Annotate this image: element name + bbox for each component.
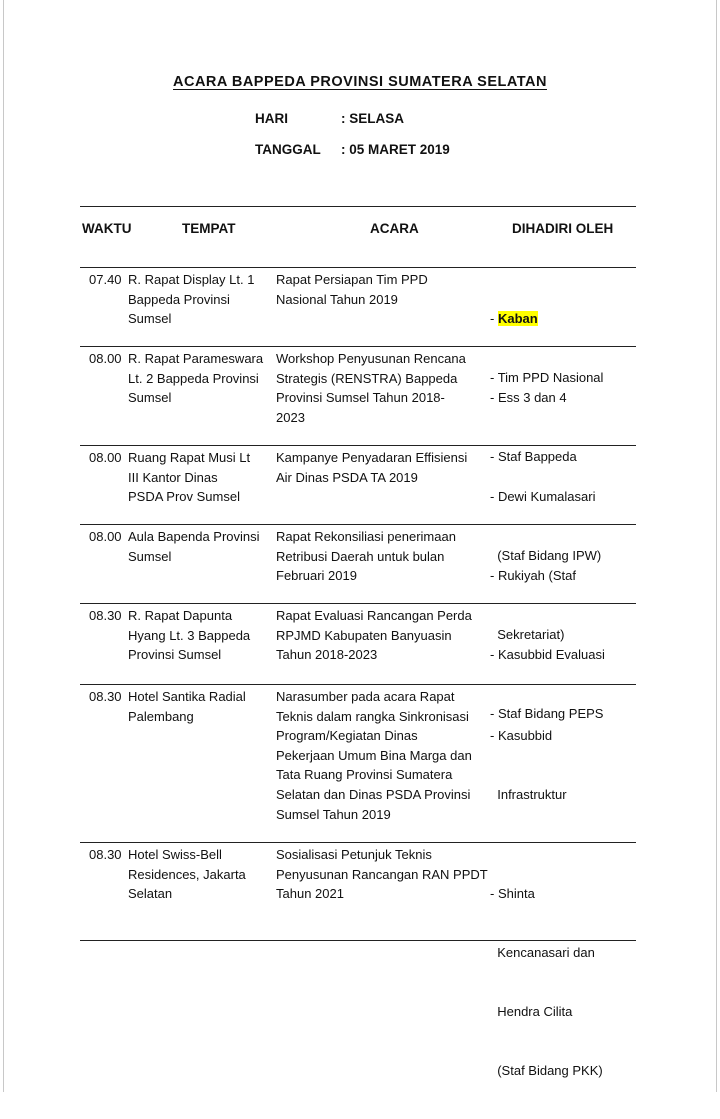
row-time: 08.00 xyxy=(89,529,122,544)
row-event: Narasumber pada acara Rapat Teknis dalam rangka Sinkronisasi Program/Kegiatan Dinas Pekerjaan Umum Bina Marga dan Tata Ruang Provinsi Sumatera Selatan dan Dinas PSDA Provinsi Sumsel Tahun 2019 xyxy=(276,689,472,822)
row-place: Hotel Swiss-Bell Residences, Jakarta Selatan xyxy=(128,847,246,902)
table-row xyxy=(80,685,636,842)
attendee: - Staf Bappeda xyxy=(490,448,577,464)
table-row xyxy=(80,347,636,464)
row-place: R. Rapat Dapunta Hyang Lt. 3 Bappeda Provinsi Sumsel xyxy=(128,608,251,663)
attendee: Infrastruktur xyxy=(490,786,567,802)
row-attendees xyxy=(490,687,636,844)
attendee: Hendra Cilita xyxy=(490,1003,573,1019)
row-time: 08.00 xyxy=(89,351,122,366)
attendee: - Staf Bidang PEPS xyxy=(490,705,604,721)
day-value: : SELASA xyxy=(341,111,405,126)
row-place: Ruang Rapat Musi Lt III Kantor Dinas PSDA Prov Sumsel xyxy=(128,450,251,505)
row-event: Rapat Rekonsiliasi penerimaan Retribusi Daerah untuk bulan Februari 2019 xyxy=(276,529,456,584)
row-time: 07.40 xyxy=(89,272,122,287)
table-header xyxy=(80,207,636,267)
date-label: TANGGAL xyxy=(255,142,321,157)
row-event: Sosialisasi Petunjuk Teknis Penyusunan Rancangan RAN PPDT Tahun 2021 xyxy=(276,847,488,902)
attendee: - Tim PPD Nasional xyxy=(490,369,604,385)
row-time: 08.30 xyxy=(89,608,122,623)
page-left-edge xyxy=(3,0,4,1092)
row-event: Kampanye Penyadaran Effisiensi Air Dinas PSDA TA 2019 xyxy=(276,450,468,485)
row-event: Workshop Penyusunan Rencana Strategis (RENSTRA) Bappeda Provinsi Sumsel Tahun 2018- 2023 xyxy=(276,351,466,425)
page-right-edge xyxy=(716,0,717,1092)
document-title-text: ACARA BAPPEDA PROVINSI SUMATERA SELATAN xyxy=(173,74,547,90)
row-place: R. Rapat Display Lt. 1 Bappeda Provinsi Sumsel xyxy=(128,272,255,327)
row-time: 08.30 xyxy=(89,847,122,862)
day-label: HARI xyxy=(255,111,288,126)
document-title xyxy=(0,74,720,90)
attendee: - Dewi Kumalasari xyxy=(490,489,596,505)
attendee: - Rukiyah (Staf xyxy=(490,568,576,584)
schedule-table xyxy=(80,206,636,1078)
attendee: Sekretariat) xyxy=(490,626,565,642)
row-attendees xyxy=(490,845,636,1119)
attendee: - Kasubbid Evaluasi xyxy=(490,647,605,663)
header-time: WAKTU xyxy=(82,221,132,236)
table-row xyxy=(80,843,636,1078)
row-place: Aula Bapenda Provinsi Sumsel xyxy=(128,529,260,564)
row-place: R. Rapat Parameswara Lt. 2 Bappeda Provinsi Sumsel xyxy=(128,351,264,406)
attendee: - Shinta xyxy=(490,886,535,902)
attendee: (Staf Bidang PKK) xyxy=(490,1062,603,1078)
attendee-highlighted: Kaban xyxy=(497,311,538,327)
attendee: Kencanasari dan xyxy=(490,944,595,960)
header-place: TEMPAT xyxy=(182,221,236,236)
row-place: Hotel Santika Radial Palembang xyxy=(128,689,246,724)
date-value: : 05 MARET 2019 xyxy=(341,142,450,157)
header-attendees: DIHADIRI OLEH xyxy=(512,221,614,236)
attendee: - Ess 3 dan 4 xyxy=(490,390,567,406)
attendee: - Kasubbid xyxy=(490,728,553,744)
row-event: Rapat Persiapan Tim PPD Nasional Tahun 2019 xyxy=(276,272,428,307)
row-time: 08.30 xyxy=(89,689,122,704)
row-event: Rapat Evaluasi Rancangan Perda RPJMD Kabupaten Banyuasin Tahun 2018-2023 xyxy=(276,608,472,663)
attendee-bullet: - xyxy=(490,311,498,327)
attendee: (Staf Bidang IPW) xyxy=(490,547,602,563)
header-event: ACARA xyxy=(370,221,419,236)
row-time: 08.00 xyxy=(89,450,122,465)
